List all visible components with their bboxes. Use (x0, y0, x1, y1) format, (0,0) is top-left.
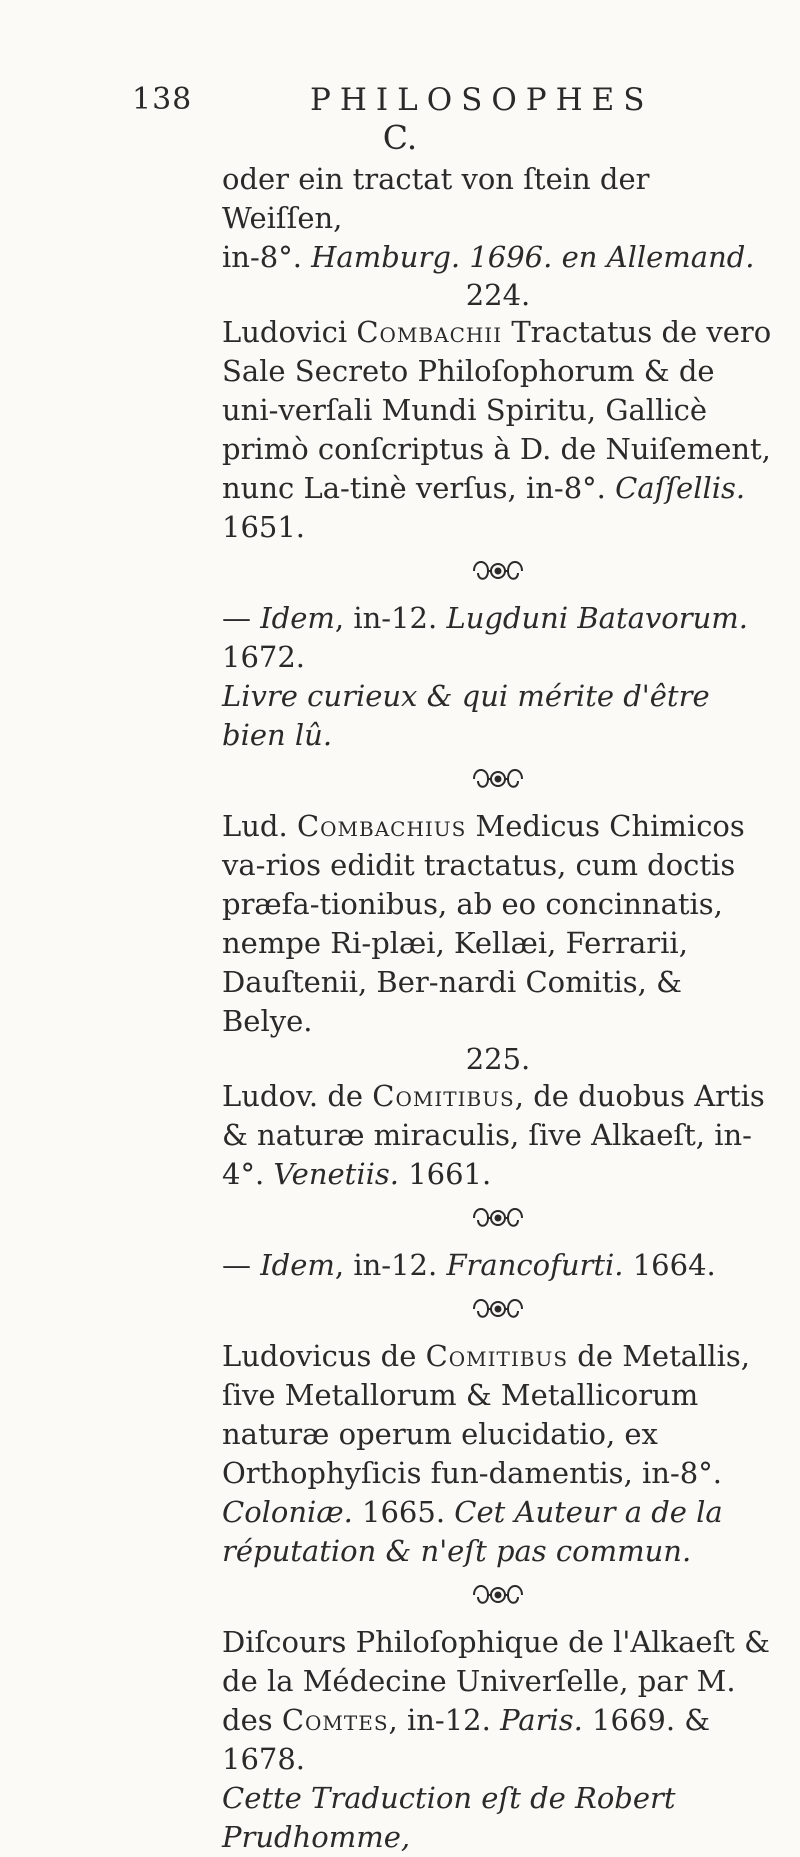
rosette-ornament-icon (222, 1289, 774, 1331)
entry-225-text-a: Ludov. de (222, 1079, 373, 1113)
idem-2-year: 1664. (623, 1248, 716, 1282)
entry-225-author: Comitibus (372, 1079, 515, 1113)
entry-225-text-b: , de duobus Artis & naturæ miraculis, ſive Alkaeſt, in-4°. (222, 1079, 765, 1191)
entry-idem-1 (222, 599, 774, 755)
entry-224-text-b: Tractatus de vero Sale Secreto Philoſophorum & de uni-verſali Mundi Spiritu, Gallicè primò conſcriptus à D. de Nuiſement, nunc La-tinè verſus, in-8°. (222, 315, 772, 505)
page-number: 138 (132, 82, 193, 117)
entry-225-place: Venetiis. (273, 1157, 399, 1191)
page-header (0, 82, 800, 122)
entry-number-224: 224. (465, 278, 531, 312)
disc-place: Paris. (500, 1703, 583, 1737)
continued-imprint: Hamburg. 1696. en Allemand. (311, 240, 755, 274)
entry-224-place: Caſſellis. (615, 471, 746, 505)
idem-2-dash: — (222, 1248, 261, 1282)
rosette-ornament-icon (222, 551, 774, 593)
rosette-ornament-icon (222, 1575, 774, 1617)
ludv-note: Cet Auteur a de la réputation & n'eſt pas commun. (222, 1495, 723, 1568)
page-body (222, 160, 774, 1857)
entry-224-year: 1651. (222, 510, 306, 544)
idem-1-year: 1672. (222, 640, 306, 674)
continued-entry (222, 160, 774, 277)
entry-225-year: 1661. (398, 1157, 492, 1191)
ludv-text-b: de Metallis, ſive Metallorum & Metallicorum naturæ operum elucidatio, ex Orthophyſicis fun-damentis, in-8°. (222, 1339, 750, 1490)
rosette-ornament-icon (222, 1198, 774, 1240)
entry-224-text-a: Ludovici (222, 315, 357, 349)
entry-number-225: 225. (465, 1042, 531, 1076)
continued-format: in-8°. (222, 240, 312, 274)
rosette-ornament-icon (222, 759, 774, 801)
disc-author: Comtes (281, 1703, 389, 1737)
ludv-year: 1665. (352, 1495, 455, 1529)
ludv-author: Comitibus (425, 1339, 569, 1373)
entry-224 (222, 313, 774, 547)
disc-format: , in-12. (388, 1703, 501, 1737)
idem-1-idem: Idem (260, 601, 335, 635)
ludv-text-a: Ludovicus de (222, 1339, 426, 1373)
lud-text-b: Medicus Chimicos va-rios edidit tractatus, cum doctis præfa-tionibus, ab eo concinnatis, nempe Ri-plæi, Kellæi, Ferrarii, Dauſtenii, Ber-nardi Comitis, & Belye. (222, 809, 745, 1038)
idem-2-place: Francofurti. (446, 1248, 624, 1282)
disc-years: 1669. & 1678. (222, 1703, 711, 1776)
ludv-place: Coloniæ. (222, 1495, 353, 1529)
continued-line-1: oder ein tractat von ſtein der Weiſſen, (222, 162, 650, 235)
idem-1-format: , in-12. (334, 601, 447, 635)
disc-text-a: Diſcours Philoſophique de l'Alkaeſt & de la Médecine Univerſelle, par M. des (222, 1625, 770, 1737)
section-letter: C. (382, 118, 418, 157)
idem-1-dash: — (222, 601, 261, 635)
entry-discours-philosophique (222, 1623, 774, 1857)
entry-224-author: Combachii (356, 315, 503, 349)
entry-lud-combachius (222, 807, 774, 1041)
idem-2-format: , in-12. (334, 1248, 447, 1282)
entry-225 (222, 1077, 774, 1194)
lud-text-a: Lud. (222, 809, 297, 843)
idem-2-idem: Idem (260, 1248, 335, 1282)
running-title: PHILOSOPHES (310, 82, 654, 118)
disc-note: Cette Traduction eſt de Robert Prudhomme, (222, 1781, 676, 1854)
entry-ludovicus-de-metallis (222, 1337, 774, 1571)
idem-1-note: Livre curieux & qui mérite d'être bien lû. (222, 679, 710, 752)
entry-idem-2 (222, 1246, 774, 1285)
lud-author: Combachius (296, 809, 467, 843)
idem-1-place: Lugduni Batavorum. (446, 601, 748, 635)
